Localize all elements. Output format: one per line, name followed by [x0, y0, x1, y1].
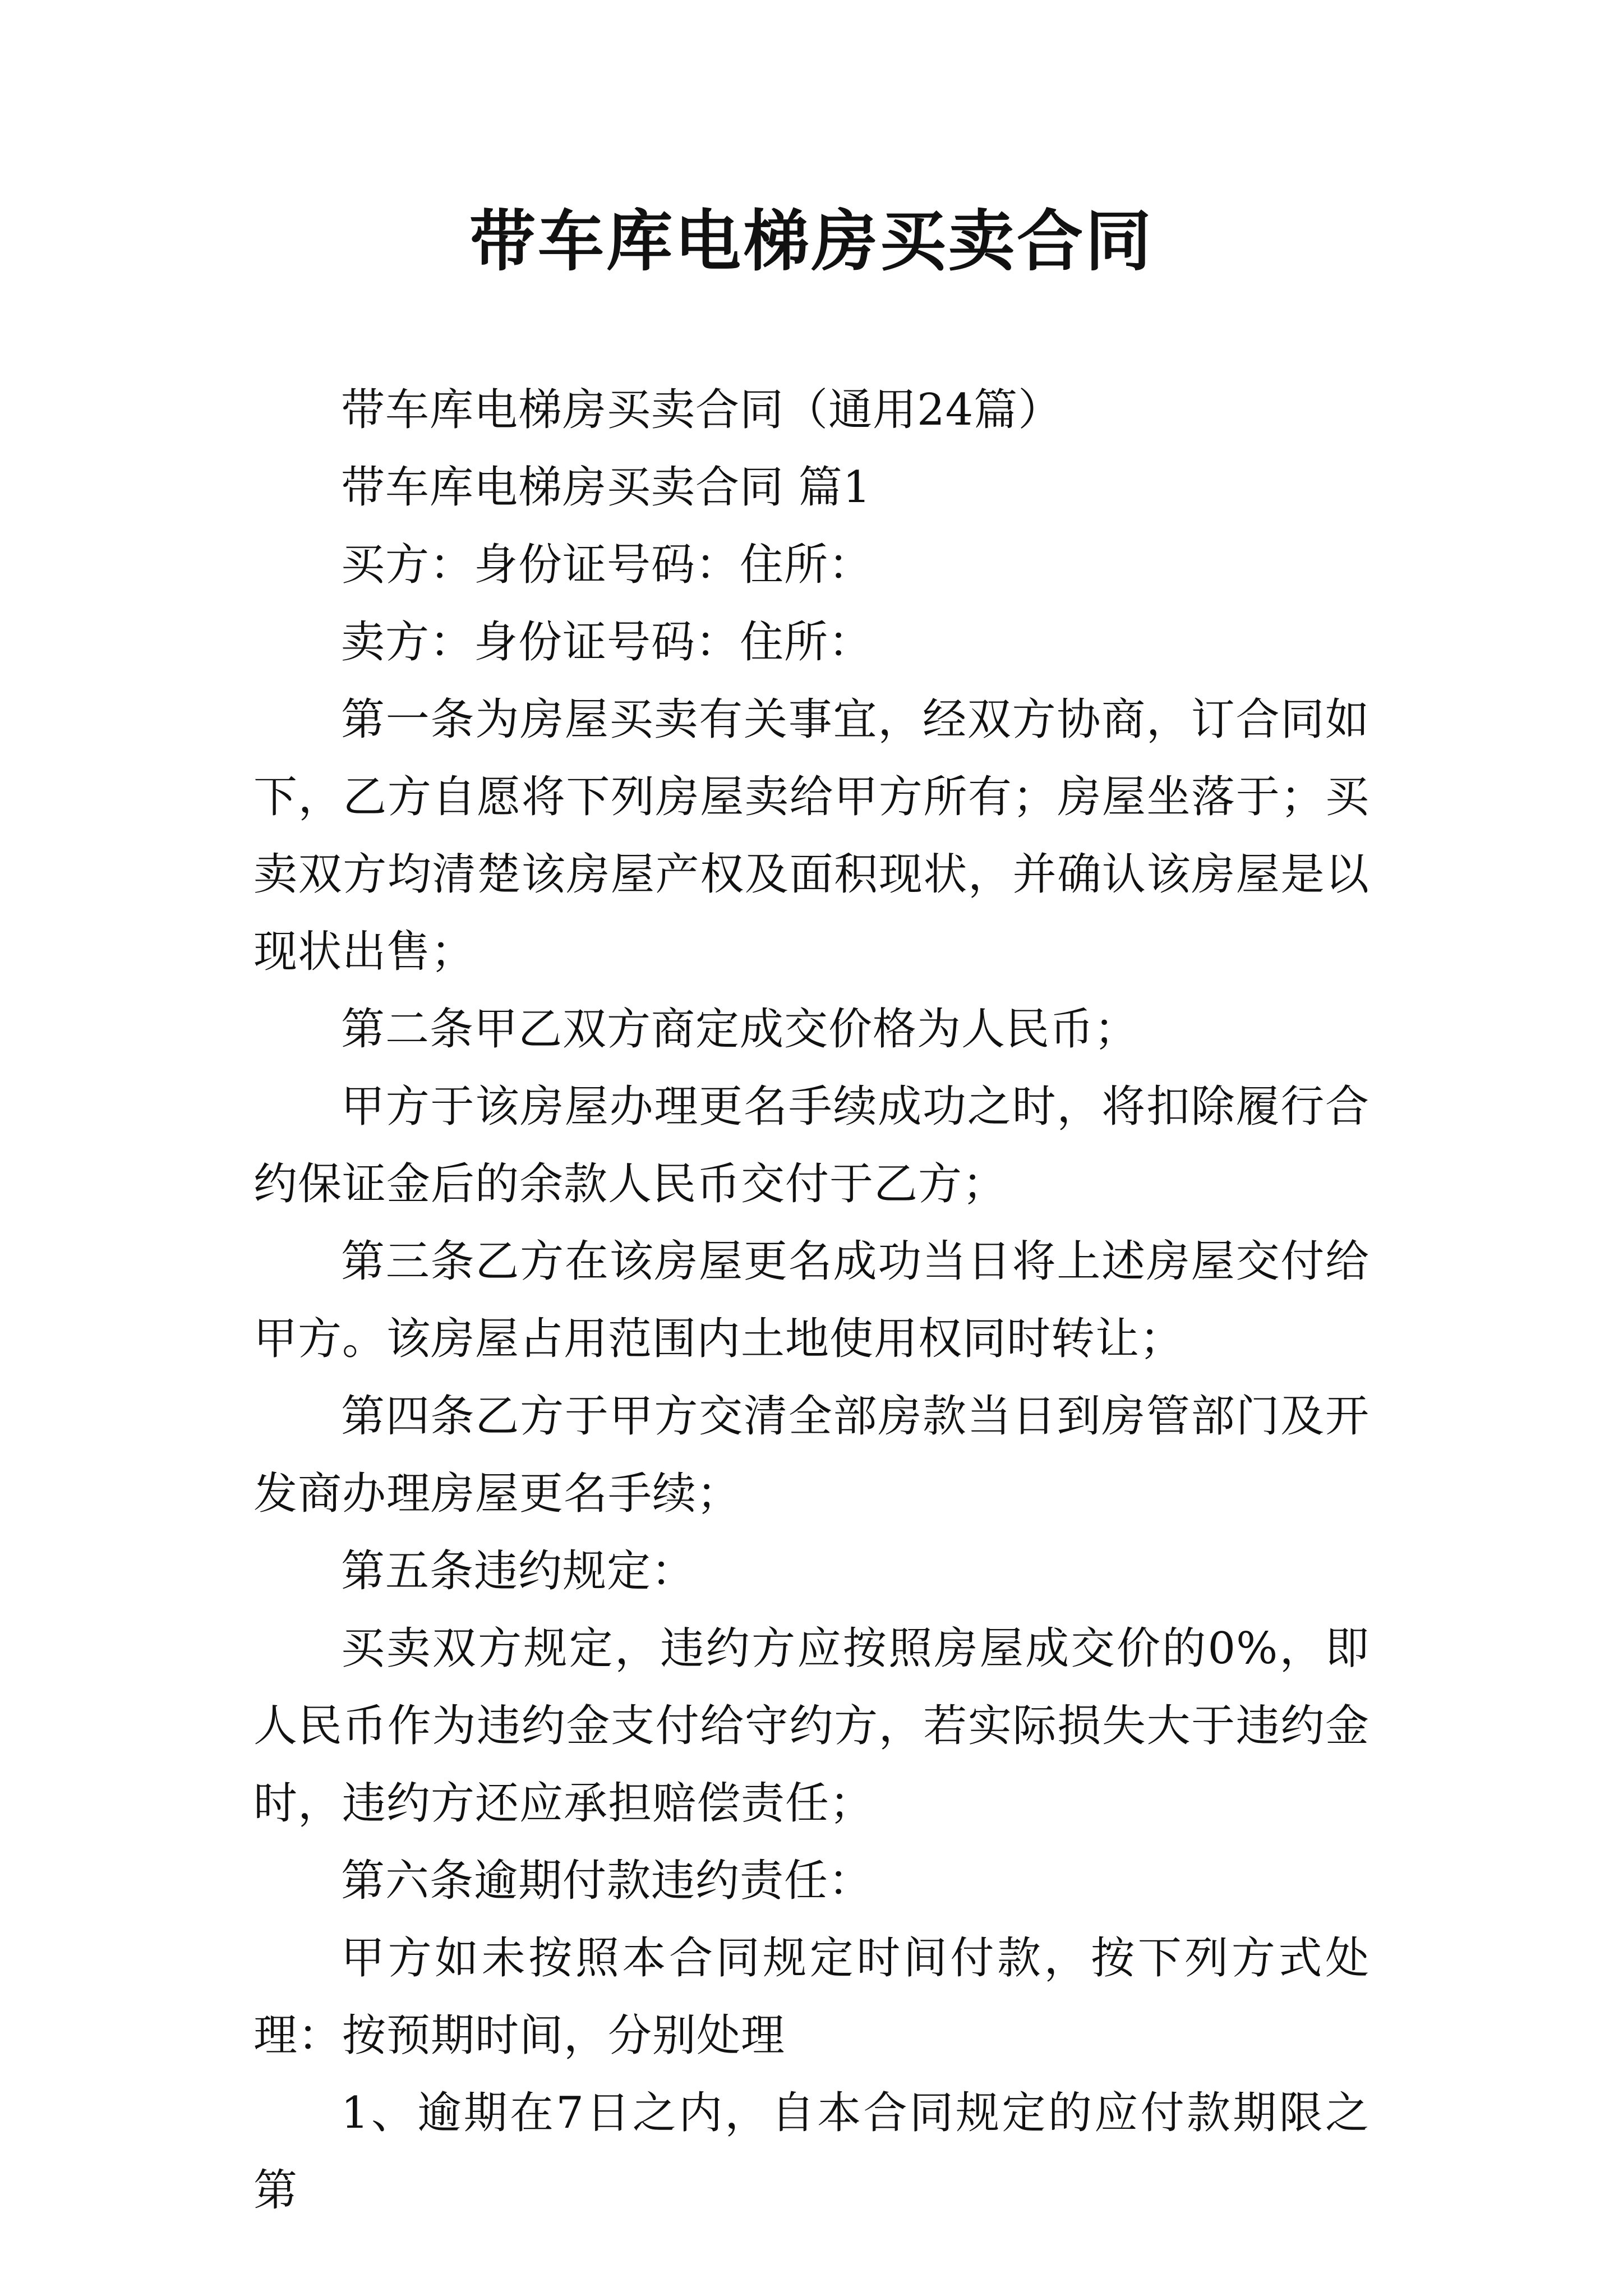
- paragraph-article-6: 第六条逾期付款违约责任：: [341, 1856, 873, 1906]
- paragraph-item-1: 1、逾期在7日之内，自本合同规定的应付款期限之第: [253, 2088, 1370, 2216]
- paragraph-article-1: 第一条为房屋买卖有关事宜，经双方协商，订合同如下，乙方自愿将下列房屋卖给甲方所有；房屋坐落于；买卖双方均清楚该房屋产权及面积现状，并确认该房屋是以现状出售；: [253, 694, 1370, 977]
- paragraph-article-3: 第三条乙方在该房屋更名成功当日将上述房屋交付给甲方。该房屋占用范围内土地使用权同时转让；: [253, 1236, 1370, 1364]
- paragraph-section-heading: 带车库电梯房买卖合同 篇1: [341, 462, 872, 513]
- document-body: [253, 371, 1370, 2229]
- paragraph-subtitle: 带车库电梯房买卖合同（通用24篇）: [341, 385, 1063, 435]
- paragraph-seller: 卖方：身份证号码：住所：: [341, 617, 873, 668]
- paragraph-buyer: 买方：身份证号码：住所：: [341, 540, 873, 590]
- paragraph-article-5: 第五条违约规定：: [341, 1546, 696, 1596]
- paragraph-payment: 甲方于该房屋办理更名手续成功之时，将扣除履行合约保证金后的余款人民币交付于乙方；: [253, 1082, 1370, 1209]
- paragraph-breach-rule: 买卖双方规定，违约方应按照房屋成交价的0%，即人民币作为违约金支付给守约方，若实际损失大于违约金时，违约方还应承担赔偿责任；: [253, 1623, 1370, 1829]
- document-title: 带车库电梯房买卖合同: [469, 202, 1154, 280]
- paragraph-late-payment: 甲方如未按照本合同规定时间付款，按下列方式处理：按预期时间，分别处理: [253, 1933, 1370, 2061]
- paragraph-article-4: 第四条乙方于甲方交清全部房款当日到房管部门及开发商办理房屋更名手续；: [253, 1391, 1370, 1519]
- paragraph-article-2: 第二条甲乙双方商定成交价格为人民币；: [341, 1004, 1139, 1055]
